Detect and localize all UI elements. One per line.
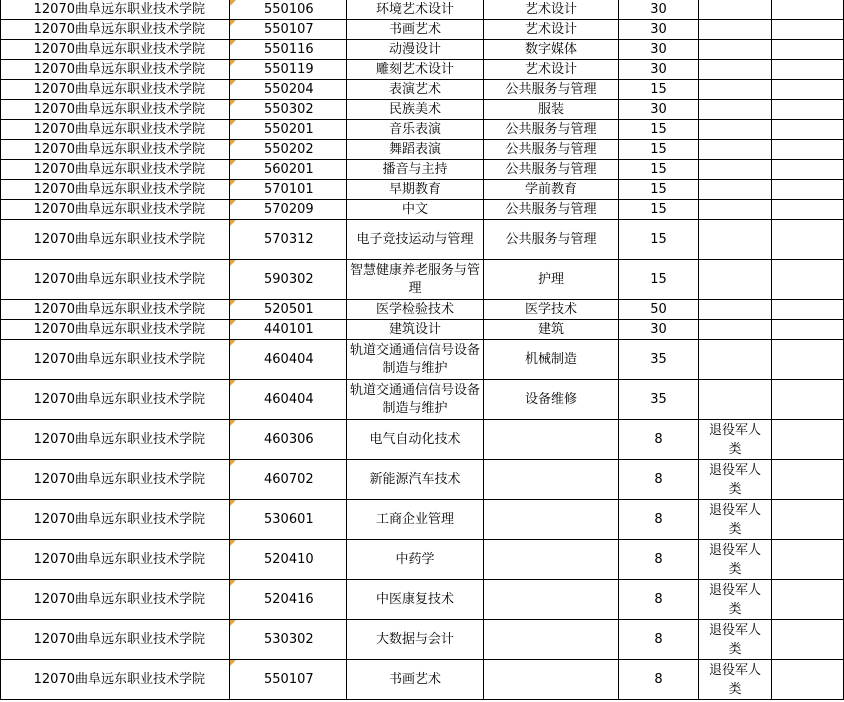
- note-cell: 退役军人类: [699, 620, 772, 660]
- plan-count-cell: 30: [619, 100, 699, 120]
- empty-cell: [772, 60, 844, 80]
- empty-cell: [772, 420, 844, 460]
- plan-count-cell: 15: [619, 160, 699, 180]
- note-cell: [699, 80, 772, 100]
- category-cell: 公共服务与管理: [484, 120, 619, 140]
- table-row: [1, 40, 844, 60]
- category-cell: [484, 500, 619, 540]
- note-cell: [699, 100, 772, 120]
- major-code-cell: 520501: [230, 300, 347, 320]
- major-code-cell: 520416: [230, 580, 347, 620]
- category-cell: 机械制造: [484, 340, 619, 380]
- table-row: [1, 320, 844, 340]
- category-cell: 公共服务与管理: [484, 160, 619, 180]
- major-name-cell: 中文: [347, 200, 484, 220]
- note-cell: [699, 0, 772, 20]
- table-row: [1, 0, 844, 20]
- plan-count-cell: 30: [619, 20, 699, 40]
- empty-cell: [772, 660, 844, 700]
- note-cell: [699, 260, 772, 300]
- note-cell: [699, 180, 772, 200]
- note-cell: [699, 220, 772, 260]
- empty-cell: [772, 20, 844, 40]
- plan-count-cell: 30: [619, 40, 699, 60]
- table-row: [1, 100, 844, 120]
- school-cell: 12070曲阜远东职业技术学院: [1, 100, 230, 120]
- note-cell: [699, 200, 772, 220]
- school-cell: 12070曲阜远东职业技术学院: [1, 300, 230, 320]
- school-cell: 12070曲阜远东职业技术学院: [1, 140, 230, 160]
- major-name-cell: 书画艺术: [347, 20, 484, 40]
- note-cell: 退役军人类: [699, 420, 772, 460]
- plan-count-cell: 15: [619, 220, 699, 260]
- empty-cell: [772, 540, 844, 580]
- school-cell: 12070曲阜远东职业技术学院: [1, 620, 230, 660]
- major-name-cell: 环境艺术设计: [347, 0, 484, 20]
- table-row: [1, 20, 844, 40]
- table-row: [1, 580, 844, 620]
- major-name-cell: 轨道交通通信信号设备制造与维护: [347, 380, 484, 420]
- empty-cell: [772, 40, 844, 60]
- note-cell: 退役军人类: [699, 500, 772, 540]
- major-name-cell: 电气自动化技术: [347, 420, 484, 460]
- major-name-cell: 建筑设计: [347, 320, 484, 340]
- table-row: [1, 260, 844, 300]
- table-row: [1, 160, 844, 180]
- empty-cell: [772, 320, 844, 340]
- category-cell: [484, 620, 619, 660]
- major-name-cell: 新能源汽车技术: [347, 460, 484, 500]
- empty-cell: [772, 80, 844, 100]
- category-cell: [484, 460, 619, 500]
- note-cell: [699, 160, 772, 180]
- major-code-cell: 570312: [230, 220, 347, 260]
- major-code-cell: 550107: [230, 660, 347, 700]
- major-code-cell: 460306: [230, 420, 347, 460]
- major-name-cell: 民族美术: [347, 100, 484, 120]
- plan-count-cell: 15: [619, 200, 699, 220]
- school-cell: 12070曲阜远东职业技术学院: [1, 320, 230, 340]
- empty-cell: [772, 140, 844, 160]
- note-cell: [699, 120, 772, 140]
- school-cell: 12070曲阜远东职业技术学院: [1, 580, 230, 620]
- major-name-cell: 大数据与会计: [347, 620, 484, 660]
- category-cell: 公共服务与管理: [484, 220, 619, 260]
- plan-count-cell: 8: [619, 620, 699, 660]
- empty-cell: [772, 580, 844, 620]
- school-cell: 12070曲阜远东职业技术学院: [1, 460, 230, 500]
- empty-cell: [772, 500, 844, 540]
- school-cell: 12070曲阜远东职业技术学院: [1, 60, 230, 80]
- plan-count-cell: 15: [619, 120, 699, 140]
- school-cell: 12070曲阜远东职业技术学院: [1, 0, 230, 20]
- major-code-cell: 550106: [230, 0, 347, 20]
- category-cell: 服装: [484, 100, 619, 120]
- plan-count-cell: 8: [619, 580, 699, 620]
- category-cell: 公共服务与管理: [484, 140, 619, 160]
- school-cell: 12070曲阜远东职业技术学院: [1, 180, 230, 200]
- major-code-cell: 520410: [230, 540, 347, 580]
- major-name-cell: 播音与主持: [347, 160, 484, 180]
- table-row: [1, 300, 844, 320]
- major-name-cell: 中医康复技术: [347, 580, 484, 620]
- major-name-cell: 医学检验技术: [347, 300, 484, 320]
- category-cell: 设备维修: [484, 380, 619, 420]
- plan-count-cell: 15: [619, 260, 699, 300]
- major-name-cell: 电子竞技运动与管理: [347, 220, 484, 260]
- table-row: [1, 120, 844, 140]
- table-row: [1, 340, 844, 380]
- table-row: [1, 460, 844, 500]
- school-cell: 12070曲阜远东职业技术学院: [1, 220, 230, 260]
- empty-cell: [772, 200, 844, 220]
- major-code-cell: 460702: [230, 460, 347, 500]
- plan-count-cell: 35: [619, 380, 699, 420]
- major-code-cell: 550119: [230, 60, 347, 80]
- plan-count-cell: 30: [619, 0, 699, 20]
- school-cell: 12070曲阜远东职业技术学院: [1, 120, 230, 140]
- note-cell: [699, 60, 772, 80]
- plan-count-cell: 30: [619, 60, 699, 80]
- empty-cell: [772, 340, 844, 380]
- category-cell: 数字媒体: [484, 40, 619, 60]
- major-code-cell: 550302: [230, 100, 347, 120]
- empty-cell: [772, 620, 844, 660]
- note-cell: [699, 340, 772, 380]
- major-code-cell: 440101: [230, 320, 347, 340]
- plan-count-cell: 8: [619, 660, 699, 700]
- school-cell: 12070曲阜远东职业技术学院: [1, 340, 230, 380]
- major-code-cell: 550202: [230, 140, 347, 160]
- school-cell: 12070曲阜远东职业技术学院: [1, 200, 230, 220]
- plan-count-cell: 30: [619, 320, 699, 340]
- major-name-cell: 雕刻艺术设计: [347, 60, 484, 80]
- category-cell: 公共服务与管理: [484, 200, 619, 220]
- empty-cell: [772, 180, 844, 200]
- category-cell: [484, 540, 619, 580]
- major-name-cell: 中药学: [347, 540, 484, 580]
- major-code-cell: 570101: [230, 180, 347, 200]
- major-code-cell: 530601: [230, 500, 347, 540]
- note-cell: 退役军人类: [699, 580, 772, 620]
- major-name-cell: 表演艺术: [347, 80, 484, 100]
- major-name-cell: 音乐表演: [347, 120, 484, 140]
- category-cell: [484, 580, 619, 620]
- plan-count-cell: 8: [619, 420, 699, 460]
- school-cell: 12070曲阜远东职业技术学院: [1, 540, 230, 580]
- note-cell: [699, 20, 772, 40]
- category-cell: [484, 420, 619, 460]
- major-code-cell: 530302: [230, 620, 347, 660]
- plan-count-cell: 15: [619, 180, 699, 200]
- table-row: [1, 540, 844, 580]
- major-name-cell: 舞蹈表演: [347, 140, 484, 160]
- category-cell: [484, 660, 619, 700]
- note-cell: [699, 380, 772, 420]
- school-cell: 12070曲阜远东职业技术学院: [1, 500, 230, 540]
- note-cell: [699, 140, 772, 160]
- major-name-cell: 工商企业管理: [347, 500, 484, 540]
- major-code-cell: 550204: [230, 80, 347, 100]
- school-cell: 12070曲阜远东职业技术学院: [1, 260, 230, 300]
- category-cell: 艺术设计: [484, 60, 619, 80]
- category-cell: 护理: [484, 260, 619, 300]
- table-row: [1, 420, 844, 460]
- plan-count-cell: 15: [619, 80, 699, 100]
- plan-count-cell: 8: [619, 540, 699, 580]
- major-name-cell: 动漫设计: [347, 40, 484, 60]
- empty-cell: [772, 220, 844, 260]
- table-row: [1, 500, 844, 540]
- plan-count-cell: 15: [619, 140, 699, 160]
- major-code-cell: 460404: [230, 380, 347, 420]
- empty-cell: [772, 300, 844, 320]
- empty-cell: [772, 160, 844, 180]
- plan-count-cell: 8: [619, 500, 699, 540]
- major-code-cell: 460404: [230, 340, 347, 380]
- note-cell: [699, 300, 772, 320]
- empty-cell: [772, 100, 844, 120]
- empty-cell: [772, 0, 844, 20]
- table-row: [1, 200, 844, 220]
- table-row: [1, 80, 844, 100]
- table-body: [1, 0, 844, 700]
- empty-cell: [772, 120, 844, 140]
- category-cell: 公共服务与管理: [484, 80, 619, 100]
- category-cell: 医学技术: [484, 300, 619, 320]
- school-cell: 12070曲阜远东职业技术学院: [1, 160, 230, 180]
- table-row: [1, 140, 844, 160]
- plan-count-cell: 50: [619, 300, 699, 320]
- major-name-cell: 轨道交通通信信号设备制造与维护: [347, 340, 484, 380]
- school-cell: 12070曲阜远东职业技术学院: [1, 420, 230, 460]
- note-cell: [699, 40, 772, 60]
- major-name-cell: 早期教育: [347, 180, 484, 200]
- major-code-cell: 590302: [230, 260, 347, 300]
- empty-cell: [772, 460, 844, 500]
- note-cell: 退役军人类: [699, 660, 772, 700]
- major-code-cell: 570209: [230, 200, 347, 220]
- school-cell: 12070曲阜远东职业技术学院: [1, 80, 230, 100]
- major-code-cell: 550107: [230, 20, 347, 40]
- major-name-cell: 书画艺术: [347, 660, 484, 700]
- category-cell: 学前教育: [484, 180, 619, 200]
- major-code-cell: 550201: [230, 120, 347, 140]
- note-cell: [699, 320, 772, 340]
- table-row: [1, 180, 844, 200]
- category-cell: 艺术设计: [484, 20, 619, 40]
- empty-cell: [772, 380, 844, 420]
- major-code-cell: 560201: [230, 160, 347, 180]
- category-cell: 建筑: [484, 320, 619, 340]
- school-cell: 12070曲阜远东职业技术学院: [1, 660, 230, 700]
- school-cell: 12070曲阜远东职业技术学院: [1, 380, 230, 420]
- table-row: [1, 660, 844, 700]
- major-code-cell: 550116: [230, 40, 347, 60]
- school-cell: 12070曲阜远东职业技术学院: [1, 20, 230, 40]
- table-row: [1, 220, 844, 260]
- category-cell: 艺术设计: [484, 0, 619, 20]
- plan-count-cell: 8: [619, 460, 699, 500]
- note-cell: 退役军人类: [699, 540, 772, 580]
- table-row: [1, 60, 844, 80]
- note-cell: 退役军人类: [699, 460, 772, 500]
- plan-count-cell: 35: [619, 340, 699, 380]
- table-row: [1, 620, 844, 660]
- table-row: [1, 380, 844, 420]
- major-name-cell: 智慧健康养老服务与管理: [347, 260, 484, 300]
- school-cell: 12070曲阜远东职业技术学院: [1, 40, 230, 60]
- empty-cell: [772, 260, 844, 300]
